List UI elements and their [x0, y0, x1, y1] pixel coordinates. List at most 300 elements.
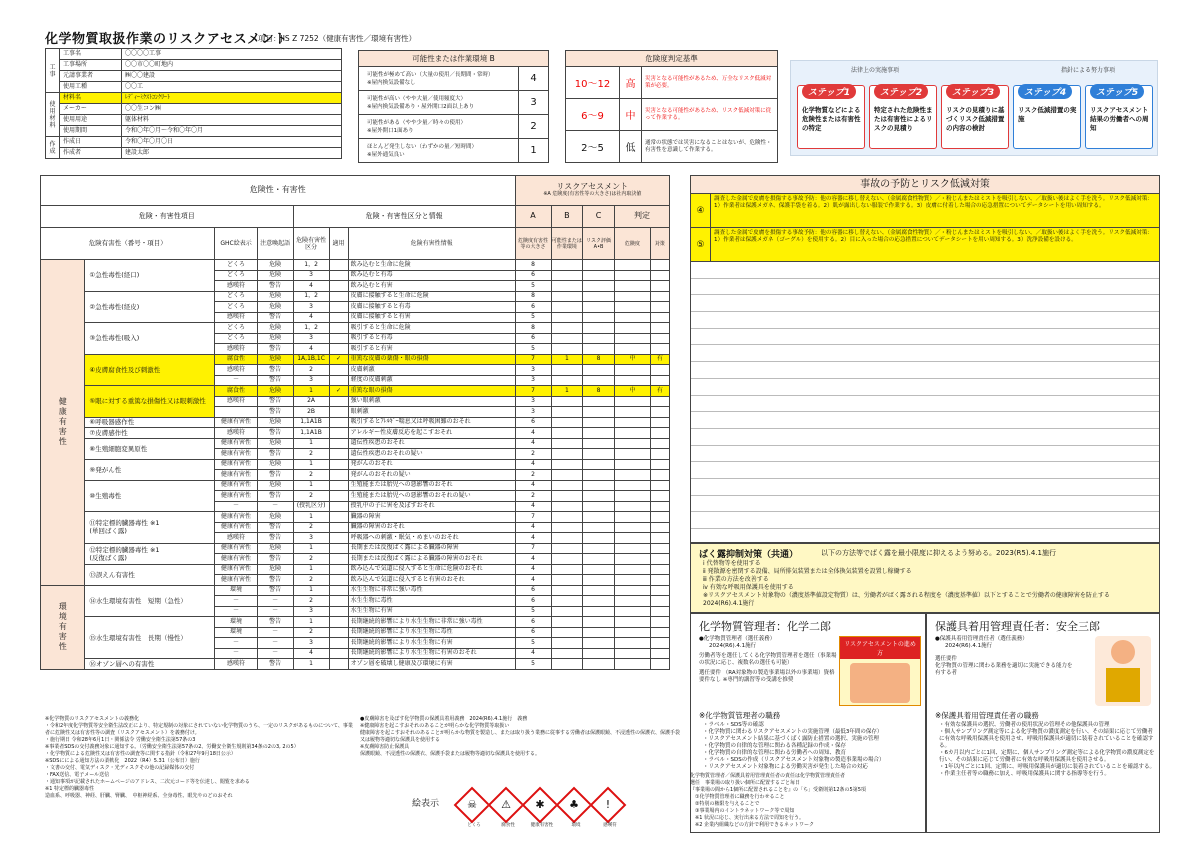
- duty-item: ・化学物質の自律的な管理に関わる各種記録の作成・保存: [703, 743, 847, 749]
- cell-measure: [650, 648, 669, 659]
- measure-empty-row: [691, 462, 1159, 479]
- cell-info: 臓器の障害: [348, 512, 515, 523]
- step-text: リスクアセスメント結果の労働者への周知: [1090, 106, 1149, 132]
- measure-num: ⑤: [691, 228, 711, 261]
- cell-c: [583, 564, 615, 575]
- cell-signal: 警告: [257, 344, 293, 355]
- step-label: ステップ5: [1090, 84, 1144, 99]
- cell-apply: [329, 428, 348, 439]
- measure-text: 調査した金属で皮膚を損傷する事故予防：他の容器に移し替えない、（金属腐食性物質）／・粉じんまたはミストを吸引しない、／取扱い後はよく手を洗う。リスク低減対策：1）作業者は保護メガネ（ゴーグル）を使用する。2）目に入った場合の応急措置についてデータシートを用い周知する。3）洗浄設備を設ける。: [714, 230, 1153, 244]
- manager-p1b: 2024(R6).4.1施行: [709, 643, 757, 649]
- footer-line: ※2 企業内組織などの方針で利用できるネットワーク: [690, 822, 814, 828]
- possibility-value: 1: [519, 139, 549, 163]
- cell-measure: [650, 344, 669, 355]
- cell-apply: [329, 449, 348, 460]
- cell-info: 水生生物に毒性: [348, 596, 515, 607]
- pictogram-label: 絵表示: [412, 799, 440, 809]
- cell-level: [614, 659, 650, 670]
- cell-class: 1: [293, 480, 329, 491]
- judge-range: 2～5: [566, 131, 620, 163]
- cell-apply: [329, 260, 348, 271]
- cell-measure: [650, 365, 669, 376]
- cell-ghc: どくろ: [215, 323, 257, 334]
- cell-measure: 有: [650, 354, 669, 365]
- possibility-row: [359, 67, 549, 91]
- cell-b: [551, 333, 583, 344]
- cell-c: [583, 302, 615, 313]
- cell-class: 2B: [293, 407, 329, 418]
- judge-level: 高: [620, 67, 642, 99]
- measure-empty-row: [691, 412, 1159, 429]
- cell-signal: 警告: [257, 312, 293, 323]
- hazard-row: [41, 543, 670, 554]
- pictogram-2-icon: ⚠: [488, 787, 525, 824]
- cell-level: [614, 449, 650, 460]
- hazard-item: ⑭水生環境有害性 短期（急性）: [85, 585, 215, 617]
- category-health: 健康有害性: [41, 260, 85, 586]
- footer-line: ・施行期日 令和28年6月1日・関係法令 労働安全衛生法第57条の3: [45, 737, 196, 743]
- cell-level: [614, 459, 650, 470]
- info-key: 使用期間: [60, 126, 122, 137]
- cell-info: 軽度の皮膚刺激: [348, 375, 515, 386]
- bakuro-item: ⅰ 代替物等を使用する: [703, 560, 761, 567]
- judge-range: 6～9: [566, 99, 620, 131]
- cell-measure: [650, 438, 669, 449]
- pictogram-label: 腐食性: [501, 823, 515, 828]
- footer-line: ③事業場内のイントラネットワーク等で周知: [690, 808, 795, 814]
- bakuro-panel: [690, 543, 1160, 613]
- cell-measure: [650, 260, 669, 271]
- cell-a: 6: [515, 302, 551, 313]
- cell-info: 吸引すると有害: [348, 344, 515, 355]
- cell-b: [551, 627, 583, 638]
- cell-level: [614, 417, 650, 428]
- cell-c: [583, 617, 615, 628]
- bakuro-note: ※リスクアセスメント対象物の（濃度基準値設定物質）は、労働者がばく露される程度を（濃度基準値）以下とすることで労働者の健康障害を防止する 2024(R6).4.1施行: [703, 592, 1116, 607]
- cell-level: [614, 312, 650, 323]
- cell-b: [551, 438, 583, 449]
- cell-c: 8: [583, 386, 615, 397]
- cell-apply: ✓: [329, 386, 348, 397]
- cell-b: [551, 533, 583, 544]
- cell-c: [583, 554, 615, 565]
- cell-level: [614, 323, 650, 334]
- cell-apply: [329, 291, 348, 302]
- cell-apply: [329, 417, 348, 428]
- cell-level: [614, 606, 650, 617]
- info-key: 材料名: [60, 93, 122, 104]
- cell-c: [583, 312, 615, 323]
- steps-panel: [790, 60, 1158, 156]
- cell-b: [551, 312, 583, 323]
- cell-a: 8: [515, 291, 551, 302]
- cell-b: [551, 396, 583, 407]
- cell-c: [583, 344, 615, 355]
- measure-empty-row: [691, 496, 1159, 513]
- info-value: ﾚﾃﾞｨｰﾐｸｽﾄｺﾝｸﾘｰﾄ: [122, 93, 342, 104]
- cell-b: [551, 596, 583, 607]
- hazard-row: [41, 585, 670, 596]
- cell-measure: [650, 606, 669, 617]
- cell-b: [551, 470, 583, 481]
- possibility-text1: ほとんど発生しない（わずかの量／短時間）: [367, 143, 478, 150]
- possibility-header: 可能性または作業環境 B: [359, 51, 549, 67]
- cell-apply: [329, 659, 348, 670]
- possibility-value: 4: [519, 67, 549, 91]
- cell-b: [551, 302, 583, 313]
- cell-b: [551, 501, 583, 512]
- cell-ghc: 環境: [215, 627, 257, 638]
- cell-class: 2: [293, 575, 329, 586]
- cell-class: 2: [293, 491, 329, 502]
- possibility-text2: ※屋外開口1面あり: [367, 127, 414, 134]
- pictogram-1-icon: ☠: [454, 787, 491, 824]
- bakuro-item: ⅲ 作業の方法を改善する: [703, 576, 769, 583]
- info-key: メーカー: [60, 104, 122, 115]
- footer-line: ※事業者SDSの交付義務対象に通知する。（労働安全衛生法第57条の2、労働安全衛生規則第34条の2の3, 2の5）: [45, 744, 299, 750]
- info-value: 〇〇市〇〇町地内: [122, 60, 342, 71]
- cell-info: 長期継続的影響により水生生物に毒性: [348, 627, 515, 638]
- cell-info: 呼吸器への刺激・眠気・めまいのおそれ: [348, 533, 515, 544]
- cell-c: [583, 459, 615, 470]
- cell-class: 3: [293, 333, 329, 344]
- worker-image: [1095, 636, 1151, 706]
- cell-ghc: どくろ: [215, 333, 257, 344]
- cell-level: [614, 501, 650, 512]
- cell-class: 2: [293, 554, 329, 565]
- duty-item: ・ラベル・SDSの作成（リスクアセスメント対象物の製造事業場の場合）: [703, 757, 885, 763]
- manager-title: 化学物質管理者：化学二郎: [699, 620, 831, 633]
- cell-a: 3: [515, 407, 551, 418]
- cell-signal: 警告: [257, 449, 293, 460]
- col-apply: 適用: [329, 228, 348, 260]
- cell-class: 1: [293, 617, 329, 628]
- footer-line: ※皮膚障害防止保護具: [360, 744, 410, 750]
- cell-measure: [650, 333, 669, 344]
- cell-b: 1: [551, 354, 583, 365]
- cell-b: [551, 543, 583, 554]
- cell-level: [614, 470, 650, 481]
- cell-signal: 警告: [257, 365, 293, 376]
- info-key: 使用工種: [60, 82, 122, 93]
- cell-apply: [329, 554, 348, 565]
- ra-col-judge: 判定: [614, 206, 669, 228]
- duty-item: ・個人サンプリング測定等による化学物質の濃度測定を行い、その結果に応じて労働者に有効な呼吸用保護具を使用させ、呼吸用保護具が適切に装着されていることを確認する。: [939, 729, 1154, 749]
- cell-a: 4: [515, 438, 551, 449]
- pictogram-label: 健康有害性: [530, 823, 554, 828]
- cell-b: [551, 459, 583, 470]
- info-group-label: 作成: [46, 137, 60, 159]
- cell-a: 6: [515, 270, 551, 281]
- cell-info: 生殖能または胎児への悪影響のおそれ: [348, 480, 515, 491]
- possibility-row: [359, 139, 549, 163]
- measure-empty-row: [691, 379, 1159, 396]
- cell-ghc: 腐食性: [215, 386, 257, 397]
- footer-line: ●皮膚障害を及ぼす化学物質の保護具着用義務 2024(R6).4.1施行 義務: [360, 716, 528, 722]
- protector-text: [935, 636, 1075, 677]
- info-value: 建設太郎: [122, 148, 342, 159]
- step-card: [869, 85, 937, 149]
- cell-level: [614, 491, 650, 502]
- cell-info: 長期継続的影響により水生生物に非常に強い毒性: [348, 617, 515, 628]
- hazard-item: ⑯オゾン層への有害性: [85, 659, 215, 670]
- cell-class: 4: [293, 281, 329, 292]
- cell-ghc: 感嘆符: [215, 428, 257, 439]
- possibility-row: [359, 115, 549, 139]
- hazard-row: [41, 386, 670, 397]
- cell-class: (授乳区分): [293, 501, 329, 512]
- measure-empty-row: [691, 512, 1159, 529]
- cell-info: 重篤な眼の損傷: [348, 386, 515, 397]
- cell-class: 1,1A1B: [293, 417, 329, 428]
- cell-class: 2: [293, 449, 329, 460]
- measure-empty-row: [691, 345, 1159, 362]
- cell-apply: [329, 585, 348, 596]
- cell-a: 5: [515, 659, 551, 670]
- cell-signal: 危険: [257, 323, 293, 334]
- info-value: 〇〇〇〇工事: [122, 49, 342, 60]
- cell-signal: 危険: [257, 386, 293, 397]
- cell-a: 4: [515, 575, 551, 586]
- info-key: 作成者: [60, 148, 122, 159]
- cell-measure: [650, 302, 669, 313]
- cell-a: 4: [515, 533, 551, 544]
- cell-signal: 警告: [257, 585, 293, 596]
- cell-c: [583, 375, 615, 386]
- cell-c: [583, 470, 615, 481]
- cell-signal: 警告: [257, 659, 293, 670]
- cell-info: アレルギー性皮膚反応を起こすおそれ: [348, 428, 515, 439]
- cell-level: [614, 627, 650, 638]
- pictogram-4-icon: ♣: [556, 787, 593, 824]
- possibility-text2: ※屋外通気良い: [367, 151, 405, 158]
- step-card: [941, 85, 1009, 149]
- cell-apply: [329, 281, 348, 292]
- hazard-row: [41, 417, 670, 428]
- step-card: [797, 85, 865, 149]
- cell-info: 飲み込むと生命に危険: [348, 260, 515, 271]
- cell-a: 7: [515, 543, 551, 554]
- cell-level: [614, 438, 650, 449]
- footer-line: 選任 事業場の取り扱い個所に配置するごと毎日: [690, 780, 801, 786]
- cell-signal: 危険: [257, 333, 293, 344]
- cell-measure: [650, 396, 669, 407]
- protector-p2: 選任要件: [935, 656, 958, 662]
- info-value: 令和〇年〇月～令和〇年〇月: [122, 126, 342, 137]
- hazard-item: ⑤眼に対する重篤な損傷性又は眼刺激性: [85, 386, 215, 418]
- cell-b: [551, 617, 583, 628]
- info-row: [46, 93, 342, 104]
- cell-level: [614, 407, 650, 418]
- footer-line: ・FAX送信、電子メール送信: [45, 772, 110, 778]
- cell-level: [614, 512, 650, 523]
- cell-measure: [650, 312, 669, 323]
- cell-b: [551, 522, 583, 533]
- duty-item: ・作業主任者等の職務に加え、呼吸用保護具に関する指導等を行う。: [939, 771, 1110, 777]
- cell-signal: 危険: [257, 480, 293, 491]
- cell-a: 4: [515, 501, 551, 512]
- cell-signal: 警告: [257, 281, 293, 292]
- cell-signal: 警告: [257, 554, 293, 565]
- info-row: [46, 71, 342, 82]
- cell-level: [614, 270, 650, 281]
- judge-row: [566, 67, 778, 99]
- cell-class: 3: [293, 638, 329, 649]
- measure-empty-row: [691, 279, 1159, 296]
- cell-a: 4: [515, 648, 551, 659]
- cell-b: [551, 260, 583, 271]
- cell-info: 臓器の障害のおそれ: [348, 522, 515, 533]
- col-item: 危険有害性（番号・項目）: [41, 228, 215, 260]
- step-card: [1013, 85, 1081, 149]
- cell-ghc: 感嘆符: [215, 365, 257, 376]
- info-value: ㈱〇〇建設: [122, 71, 342, 82]
- cell-c: [583, 449, 615, 460]
- info-key: 使用用途: [60, 115, 122, 126]
- cell-ghc: 健康有害性: [215, 459, 257, 470]
- cell-ghc: 健康有害性: [215, 491, 257, 502]
- cell-ghc: 感嘆符: [215, 312, 257, 323]
- cell-a: 6: [515, 596, 551, 607]
- cell-info: 遺伝性疾患のおそれの疑い: [348, 449, 515, 460]
- cell-class: 2: [293, 365, 329, 376]
- cell-info: 皮膚に接触すると生命に危険: [348, 291, 515, 302]
- cell-info: オゾン層を破壊し健康及び環境に有害: [348, 659, 515, 670]
- possibility-value: 3: [519, 91, 549, 115]
- cell-ghc: 環境: [215, 585, 257, 596]
- cell-signal: 危険: [257, 564, 293, 575]
- cell-apply: [329, 333, 348, 344]
- cell-info: 発がんのおそれの疑い: [348, 470, 515, 481]
- cell-level: 中: [614, 386, 650, 397]
- cell-measure: [650, 554, 669, 565]
- col-info: 危険有害性情報: [348, 228, 515, 260]
- info-row: [46, 126, 342, 137]
- cell-level: [614, 302, 650, 313]
- duty-item: ・1年以内ごとに1回、定期に、呼吸用保護具が適切に装着されていることを確認する。: [939, 764, 1156, 770]
- bakuro-item: ⅳ 有効な呼吸用保護具を使用する: [703, 584, 794, 591]
- cell-signal: 危険: [257, 459, 293, 470]
- ra-head-hd: 危険度: [614, 228, 650, 260]
- cell-a: 2: [515, 491, 551, 502]
- info-group-label: 工事: [46, 49, 60, 93]
- poster-image: [839, 636, 921, 706]
- manager-p1: ●化学物質管理者（選任義務）: [699, 636, 776, 642]
- col-ghc: GHC絵表示: [215, 228, 257, 260]
- ra-head-he: 対策: [650, 228, 669, 260]
- cell-class: 3: [293, 302, 329, 313]
- cell-apply: [329, 365, 348, 376]
- cell-c: [583, 596, 615, 607]
- ra-title: [515, 176, 669, 206]
- possibility-table: [358, 50, 549, 163]
- cell-b: [551, 638, 583, 649]
- cell-c: [583, 417, 615, 428]
- cell-info: 皮膚刺激: [348, 365, 515, 376]
- hazard-item: ⑩生殖毒性: [85, 480, 215, 512]
- possibility-text2: ※屋内換気設備あり・屋外開口2面以上あり: [367, 103, 475, 110]
- cell-a: 4: [515, 554, 551, 565]
- cell-class: 3: [293, 533, 329, 544]
- cell-b: [551, 281, 583, 292]
- cell-ghc: 健康有害性: [215, 470, 257, 481]
- manager-p2: 労働者等を選任してくる化学物質管理者を選任（事業場の状況に応じ、複数名の選任も可能）: [699, 653, 837, 666]
- cell-measure: [650, 470, 669, 481]
- cell-a: 4: [515, 459, 551, 470]
- cell-level: [614, 291, 650, 302]
- info-row: [46, 104, 342, 115]
- cell-a: 6: [515, 585, 551, 596]
- cell-ghc: 健康有害性: [215, 564, 257, 575]
- steps-head-legal: 法律上の実施事項: [851, 67, 900, 74]
- step-label: ステップ1: [802, 84, 856, 99]
- cell-signal: 警告: [257, 491, 293, 502]
- cell-signal: 危険: [257, 291, 293, 302]
- info-value: 躯体材料: [122, 115, 342, 126]
- cell-class: 3: [293, 270, 329, 281]
- step-text: リスク低減措置の実施: [1018, 106, 1077, 123]
- pictogram-label: 感嘆符: [603, 823, 617, 828]
- cell-a: 2: [515, 449, 551, 460]
- possibility-desc: [359, 139, 519, 163]
- cell-info: 眼刺激: [348, 407, 515, 418]
- hazard-row: [41, 291, 670, 302]
- ra-head-hb: 可能性または作業環境: [551, 228, 583, 260]
- manager-text: [699, 636, 839, 684]
- info-key: 作成日: [60, 137, 122, 148]
- hazard-item: ⑥呼吸器感作性: [85, 417, 215, 428]
- measure-empty-row: [691, 362, 1159, 379]
- cell-measure: [650, 659, 669, 670]
- cell-level: [614, 344, 650, 355]
- cell-class: 1，2: [293, 291, 329, 302]
- cell-signal: 警告: [257, 533, 293, 544]
- cell-c: [583, 491, 615, 502]
- cell-info: 皮膚に接触すると有害: [348, 312, 515, 323]
- footer-line: ・通知事項が記載されたホームページのアドレス、二次元コード等を伝達し、閲覧を求める: [45, 779, 250, 785]
- cell-measure: [650, 638, 669, 649]
- cell-apply: [329, 533, 348, 544]
- footer-line: 保護眼鏡、不浸透性の保護衣、保護手袋または履物等適切な保護具を使用する。: [360, 751, 541, 757]
- cell-measure: [650, 543, 669, 554]
- possibility-row: [359, 91, 549, 115]
- cell-a: 5: [515, 606, 551, 617]
- cell-level: [614, 575, 650, 586]
- judge-header: 危険度判定基準: [566, 51, 778, 67]
- bakuro-title: ばく露抑制対策（共通）: [699, 550, 799, 560]
- hazard-row: [41, 438, 670, 449]
- main-title: 危険性・有害性: [41, 176, 516, 206]
- cell-ghc: どくろ: [215, 291, 257, 302]
- measure-row: [691, 228, 1159, 262]
- cell-class: 2: [293, 596, 329, 607]
- possibility-text1: 可能性がある（やや少量／時々の使用）: [367, 119, 467, 126]
- cell-measure: [650, 407, 669, 418]
- cell-info: 水生生物に非常に強い毒性: [348, 585, 515, 596]
- cell-signal: －: [257, 596, 293, 607]
- footer-line: ・令和2年度化学物質等安全衛生法改正により、特定規制の対象にされていない化学物質のうち、一定のリスクがあるものについて、事業者に危険性又は有害性等の調査（リスクアセスメント）を義務付け。: [45, 723, 353, 736]
- cell-ghc: －: [215, 596, 257, 607]
- cell-measure: [650, 270, 669, 281]
- cell-class: 4: [293, 648, 329, 659]
- cell-c: [583, 438, 615, 449]
- hazard-item: ①急性毒性(経口): [85, 260, 215, 292]
- cell-apply: [329, 617, 348, 628]
- cell-c: [583, 396, 615, 407]
- bakuro-item: ⅱ 発散源を密閉する設備、局所排気装置または全体換気装置を設置し稼働する: [703, 568, 912, 575]
- step-label: ステップ4: [1018, 84, 1072, 99]
- cell-ghc: 健康有害性: [215, 480, 257, 491]
